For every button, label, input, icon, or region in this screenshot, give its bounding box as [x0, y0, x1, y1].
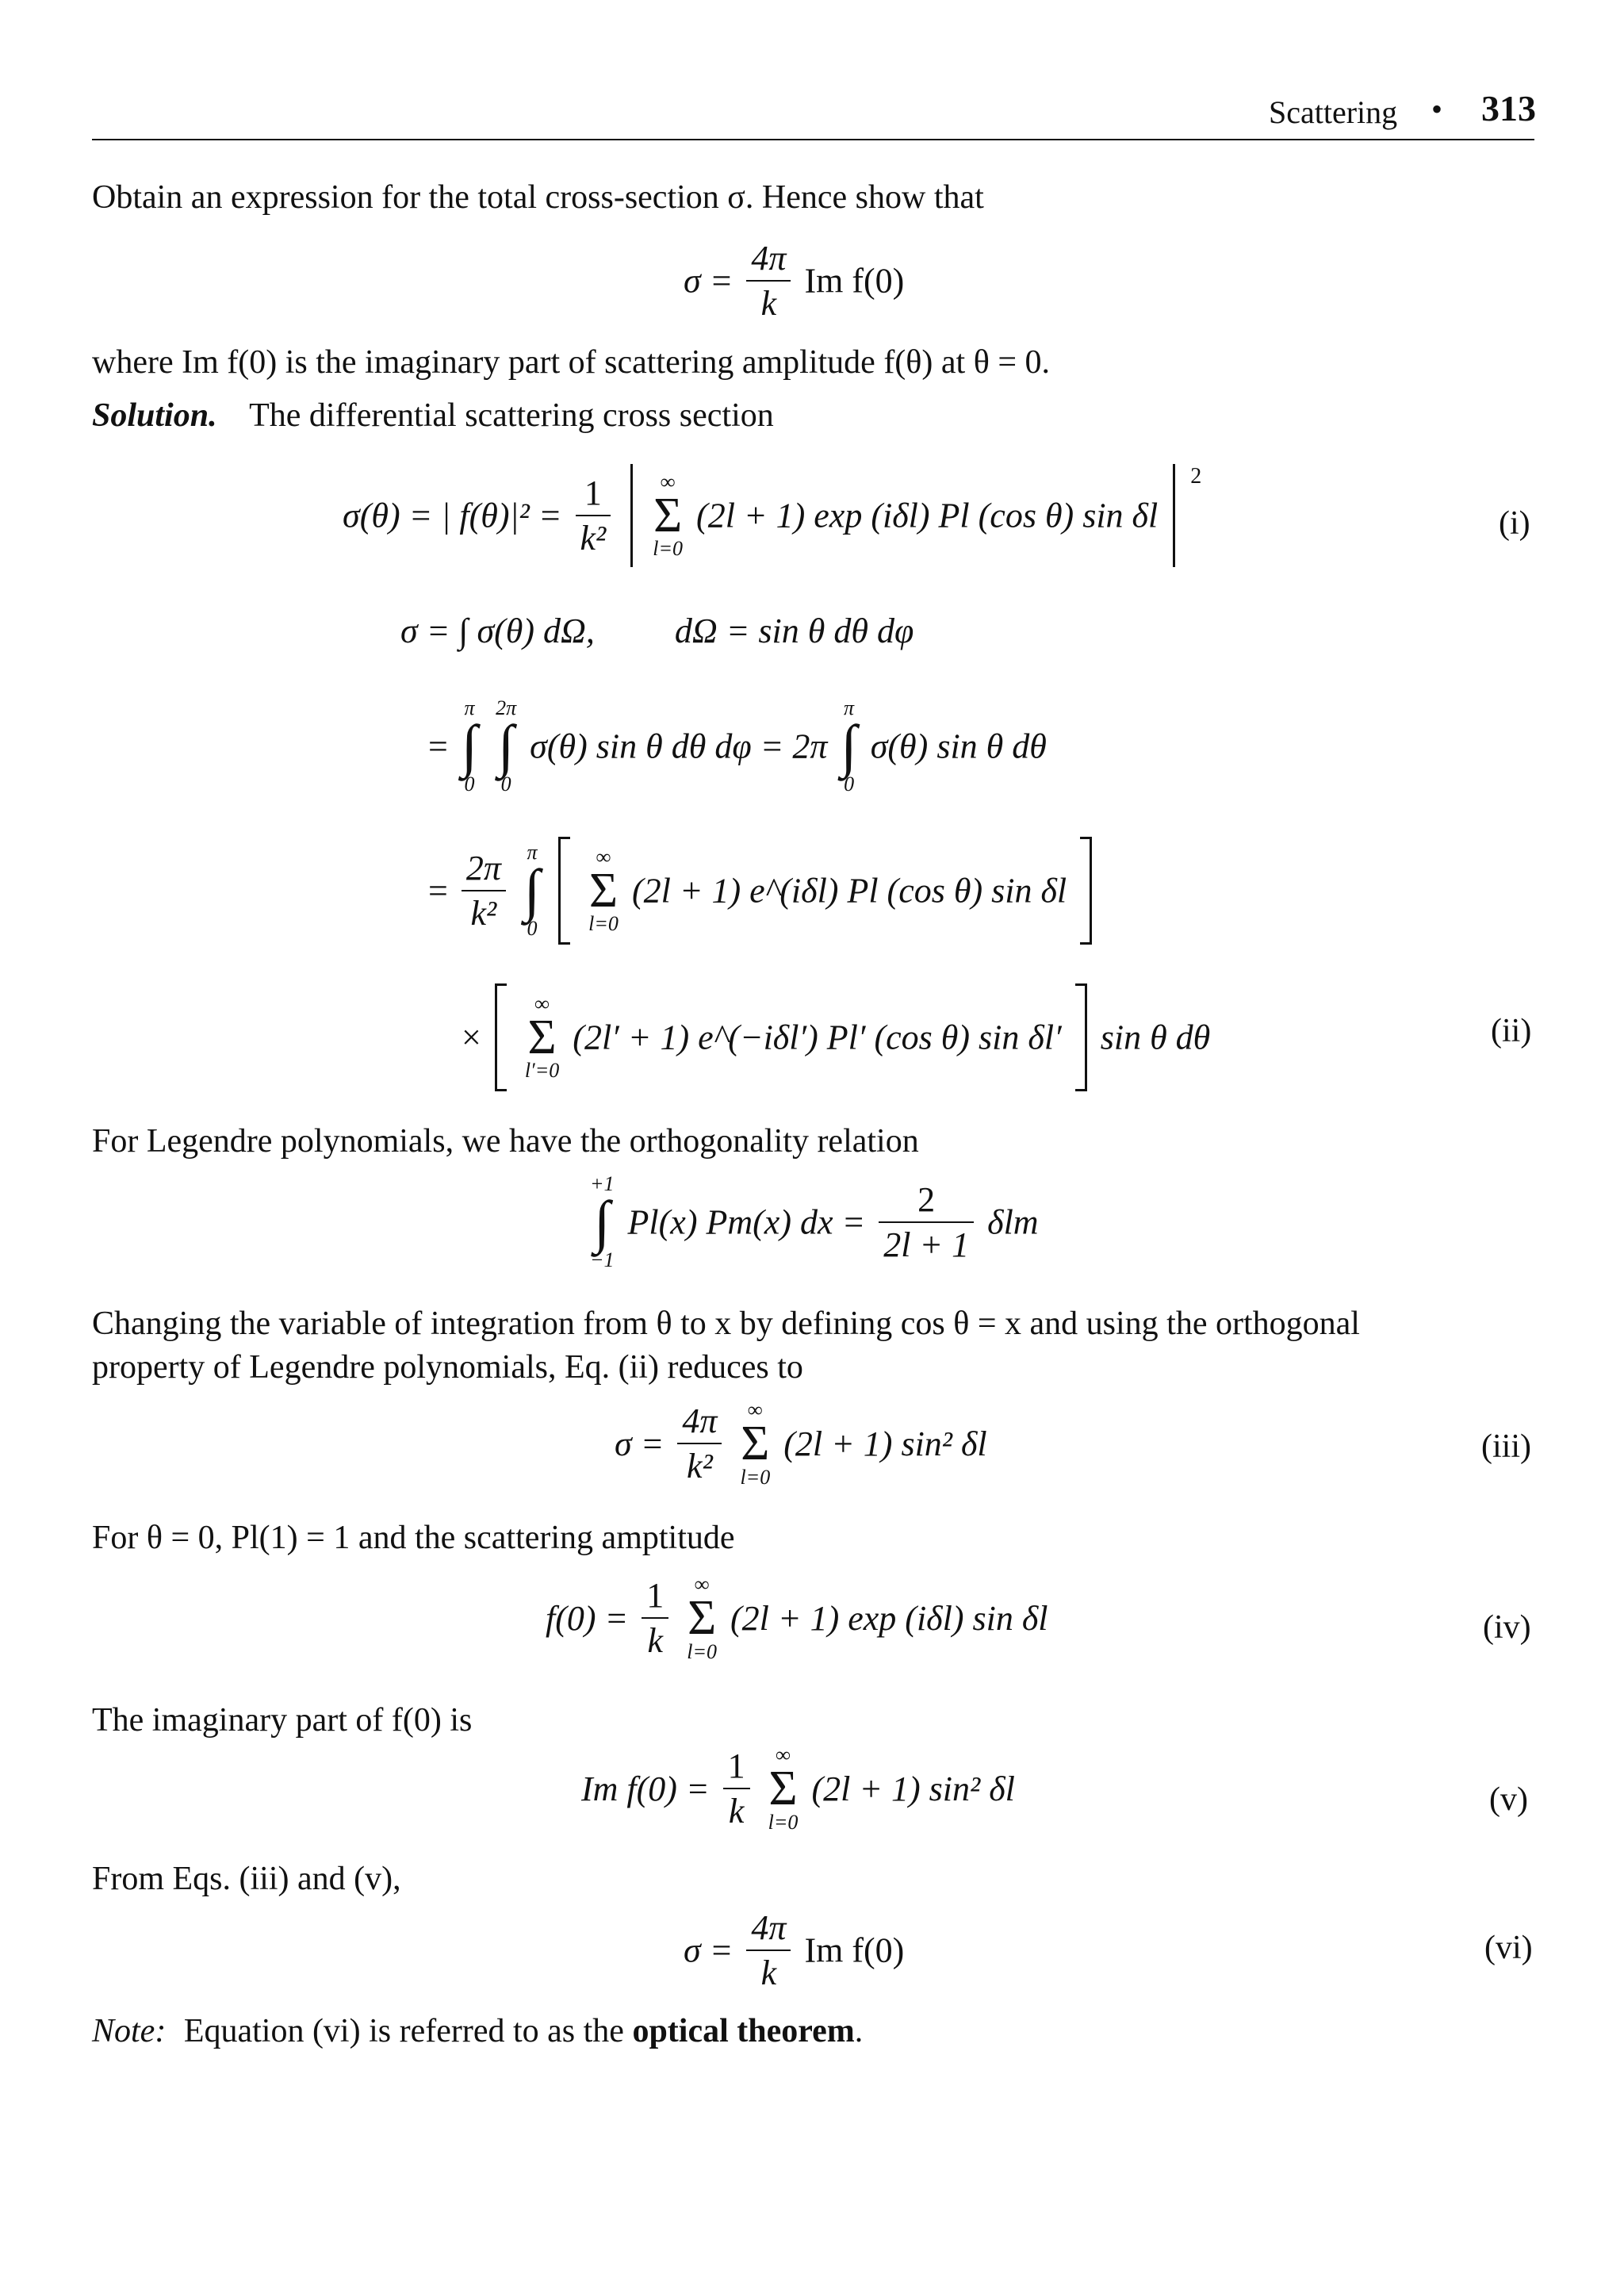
page-number: 313 — [1481, 88, 1536, 128]
eq-lhs: σ = — [684, 261, 733, 301]
eq4-body: (2l + 1) e^(iδl) Pl (cos θ) sin δl — [631, 871, 1067, 911]
eq3-integral-2: 2π ∫ 0 — [496, 696, 517, 796]
equation-optical-preview — [684, 238, 904, 324]
equation-iv — [546, 1574, 1048, 1662]
abs-bar-left — [630, 464, 633, 567]
eq6-fraction — [879, 1179, 974, 1265]
equation-label-i: (i) — [1499, 505, 1530, 542]
eq4-sum-lower: l=0 — [588, 912, 619, 936]
eq3-integral-3: π ∫ 0 — [841, 696, 857, 796]
eq9-lhs: Im f(0) = — [581, 1769, 710, 1808]
problem-line-1: Obtain an expression for the total cross-section σ. Hence show that — [92, 179, 984, 216]
note-end: . — [854, 2013, 864, 2049]
equation-expanded-1: = $\frac{2\pi}{\text{k²}}$ π ∫ 0 ∞ Σ l=0 (2l + 1) e^(iδl) Pl (cos θ) sin δl — [428, 837, 1097, 945]
solution-intro: The differential scattering cross section — [249, 397, 774, 434]
eq8-num: 1 — [642, 1575, 668, 1619]
eq7-sum: ∞ Σ l=0 — [740, 1398, 771, 1489]
equation-vi — [684, 1907, 904, 1993]
bracket-left-2 — [495, 983, 507, 1091]
eq7-fraction — [677, 1401, 722, 1486]
eq2-rhs: dΩ = sin θ dθ dφ — [674, 612, 914, 650]
eq10-fraction — [746, 1907, 791, 1993]
header-bullet: • — [1431, 91, 1443, 127]
eq10-num: 4π — [746, 1907, 791, 1951]
eq5-sum: ∞ Σ l′=0 — [524, 991, 560, 1083]
equation-label-v: (v) — [1489, 1781, 1528, 1818]
paragraph-change-variable-2: property of Legendre polynomials, Eq. (ii) reduces to — [92, 1349, 803, 1386]
eq4-fraction — [462, 848, 506, 934]
header-rule — [92, 139, 1534, 140]
eq5-sum-upper: ∞ — [534, 991, 550, 1015]
eq1-sum-lower: l=0 — [653, 537, 684, 561]
eq6-num: 2 — [879, 1179, 974, 1223]
eq10-den: k — [760, 1953, 777, 1992]
eq1-den: k² — [580, 519, 607, 558]
eq4-sum-upper: ∞ — [596, 845, 611, 868]
solution-label: Solution. — [92, 397, 217, 434]
eq8-lhs: f(0) = — [546, 1598, 629, 1638]
eq8-sum-lower: l=0 — [687, 1639, 718, 1663]
eq3-int1-lower: 0 — [464, 773, 475, 796]
equation-label-iii: (iii) — [1481, 1428, 1531, 1465]
equation-label-vi: (vi) — [1484, 1930, 1533, 1966]
eq10-rhs: Im f(0) — [804, 1930, 905, 1970]
equation-iii — [615, 1400, 987, 1488]
eq9-num: 1 — [723, 1746, 750, 1789]
eq9-sum: ∞ Σ l=0 — [768, 1743, 799, 1834]
eq-fraction — [746, 238, 791, 324]
eq1-num: 1 — [576, 473, 611, 516]
eq2-lhs: σ = ∫ σ(θ) dΩ, — [400, 612, 595, 650]
eq7-num: 4π — [677, 1401, 722, 1444]
eq4-int-upper: π — [527, 840, 538, 864]
equation-label-ii: (ii) — [1491, 1013, 1532, 1049]
eq4-int-lower: 0 — [527, 917, 538, 941]
eq-fraction-num: 4π — [746, 238, 791, 282]
paragraph-legendre: For Legendre polynomials, we have the orthogonality relation — [92, 1123, 919, 1160]
bracket-right — [1080, 837, 1092, 945]
eq7-body: (2l + 1) sin² δl — [783, 1424, 987, 1463]
note-bold-term: optical theorem — [632, 2013, 855, 2049]
eq4-sum: ∞ Σ l=0 — [588, 845, 619, 936]
eq-rhs: Im f(0) — [804, 261, 905, 301]
equation-v — [581, 1745, 1015, 1833]
eq8-fraction — [642, 1575, 668, 1661]
eq6-int-upper: +1 — [590, 1172, 615, 1195]
eq3-int2-lower: 0 — [500, 773, 511, 796]
eq4-integral: π ∫ 0 — [523, 840, 541, 941]
note-line — [92, 2012, 863, 2050]
eq6-den: 2l + 1 — [883, 1225, 970, 1265]
eq1-fraction — [576, 473, 611, 558]
eq8-body: (2l + 1) exp (iδl) sin δl — [730, 1598, 1048, 1638]
eq9-sum-upper: ∞ — [776, 1743, 791, 1766]
eq5-times: × — [462, 1018, 481, 1057]
eq3-int1-upper: π — [464, 696, 475, 719]
paragraph-imaginary-part: The imaginary part of f(0) is — [92, 1702, 473, 1739]
eq3-body: σ(θ) sin θ dθ dφ = 2π — [530, 727, 828, 766]
eq6-integral: +1 ∫ −1 — [590, 1172, 615, 1272]
equation-label-iv: (iv) — [1483, 1609, 1531, 1646]
equation-total-cross-section — [400, 611, 914, 651]
eq3-int2-upper: 2π — [496, 696, 517, 719]
equation-double-integral: = π ∫ 0 2π ∫ 0 σ(θ) sin θ dθ dφ = 2π π ∫ 0 σ(θ) sin θ dθ — [428, 696, 1047, 796]
eq3-tail: σ(θ) sin θ dθ — [870, 727, 1047, 766]
eq6-body: Pl(x) Pm(x) dx = — [627, 1202, 866, 1242]
eq1-body: (2l + 1) exp (iδl) Pl (cos θ) sin δl — [696, 496, 1159, 535]
eq1-sum: ∞ Σ l=0 — [653, 470, 684, 561]
eq6-delta: δlm — [987, 1202, 1039, 1242]
eq1-sum-upper: ∞ — [660, 470, 676, 493]
eq3-int3-lower: 0 — [844, 773, 855, 796]
eq4-num: 2π — [462, 848, 506, 891]
eq1-power: 2 — [1190, 464, 1202, 489]
eq1-lhs: σ(θ) = | f(θ)|² = — [343, 496, 562, 535]
eq8-sum: ∞ Σ l=0 — [687, 1573, 718, 1663]
eq7-den: k² — [687, 1447, 713, 1486]
bracket-left — [558, 837, 570, 945]
eq9-body: (2l + 1) sin² δl — [811, 1769, 1015, 1808]
eq3-int3-upper: π — [844, 696, 855, 719]
eq10-lhs: σ = — [684, 1930, 733, 1970]
eq3-integral-1: π ∫ 0 — [461, 696, 478, 796]
eq7-sum-lower: l=0 — [740, 1465, 771, 1489]
equation-expanded-2 — [462, 983, 1210, 1091]
running-header-title: Scattering — [1269, 94, 1398, 130]
abs-bar-right — [1173, 464, 1175, 567]
eq7-lhs: σ = — [615, 1424, 665, 1463]
eq9-fraction — [723, 1746, 750, 1831]
eq4-den: k² — [470, 894, 497, 933]
paragraph-change-variable-1: Changing the variable of integration from θ to x by defining cos θ = x and using the orthogonal — [92, 1305, 1360, 1342]
eq-fraction-den: k — [760, 284, 777, 323]
paragraph-from-eqs: From Eqs. (iii) and (v), — [92, 1861, 401, 1897]
problem-line-2: where Im f(0) is the imaginary part of scattering amplitude f(θ) at θ = 0. — [92, 344, 1051, 381]
note-text: Equation (vi) is referred to as the — [183, 2013, 624, 2049]
eq5-tail: sin θ dθ — [1100, 1018, 1211, 1057]
solution-line — [92, 397, 774, 435]
eq9-sum-lower: l=0 — [768, 1810, 799, 1834]
eq6-int-lower: −1 — [590, 1248, 615, 1272]
equation-i — [343, 464, 1201, 567]
paragraph-theta-zero: For θ = 0, Pl(1) = 1 and the scattering amptitude — [92, 1520, 735, 1556]
eq9-den: k — [728, 1792, 745, 1831]
eq5-sum-lower: l′=0 — [524, 1059, 560, 1083]
eq8-den: k — [647, 1621, 663, 1661]
bracket-right-2 — [1075, 983, 1087, 1091]
eq8-sum-upper: ∞ — [694, 1573, 710, 1596]
eq7-sum-upper: ∞ — [748, 1398, 763, 1421]
note-label: Note: — [92, 2013, 167, 2049]
equation-orthogonality — [585, 1174, 1039, 1271]
eq5-body: (2l′ + 1) e^(−iδl′) Pl′ (cos θ) sin δl′ — [573, 1018, 1062, 1057]
